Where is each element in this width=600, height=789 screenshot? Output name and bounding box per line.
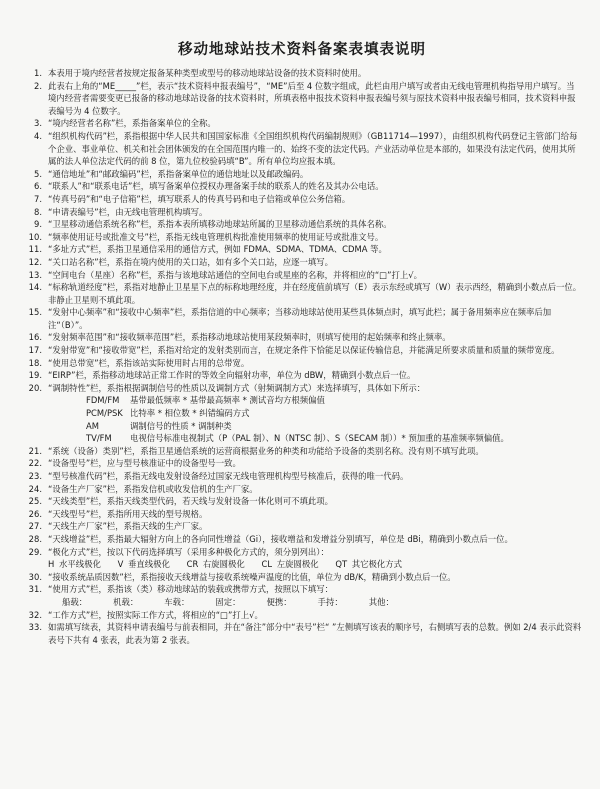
modulation-row <box>48 420 582 433</box>
item-text: “接收系统品质因数”栏，系指接收天线增益与接收系统噪声温度的比值，单位为 dB/K，精确到小数点后一位。 <box>48 571 456 582</box>
instruction-item <box>22 80 582 118</box>
item-text: “极化方式”栏，按以下代码选择填写（采用多种极化方式的，须分别列出）： <box>48 546 329 557</box>
item-text: “发射带宽”和“接收带宽”栏，系指对给定的发射类别而言，在规定条件下恰能足以保证传输信息，并能满足所要求质量和质量的频带宽度。 <box>48 345 560 356</box>
item-number: 32. <box>28 609 42 620</box>
item-text: “型号核准代码”栏，系指无线电发射设备经过国家无线电管理机构型号核准后，获得的唯一代码。 <box>48 471 409 481</box>
item-number: 6. <box>34 181 42 192</box>
instruction-item <box>22 508 582 521</box>
item-number: 8. <box>34 206 42 217</box>
item-number: 4. <box>34 130 42 141</box>
item-number: 33. <box>28 622 42 633</box>
instruction-item <box>22 117 582 130</box>
modulation-code: FDM/FM <box>86 395 120 406</box>
item-number: 3. <box>34 118 42 129</box>
instruction-item <box>22 331 582 344</box>
item-number: 14. <box>28 282 42 293</box>
item-text: “申请表编号”栏，由无线电管理机构填写。 <box>48 206 208 217</box>
usage-option: 固定： <box>215 596 241 607</box>
item-number: 27. <box>28 521 42 532</box>
usage-option: 便携： <box>266 596 292 607</box>
modulation-row <box>48 407 582 420</box>
item-text: “EIRP”栏，系指移动地球站正常工作时的等效全向辐射功率，单位为 dBW，精确到小数点后一位。 <box>48 370 416 381</box>
item-text: “天线型号”栏，系指所用天线的型号规格。 <box>48 508 208 519</box>
item-number: 20. <box>28 382 42 393</box>
instruction-item <box>22 583 582 608</box>
item-text: “通信地址”和“邮政编码”栏，系指备案单位的通信地址以及邮政编码。 <box>48 168 309 179</box>
instruction-item <box>22 256 582 269</box>
instruction-item <box>22 609 582 622</box>
instruction-item <box>22 483 582 496</box>
item-number: 1. <box>34 68 42 78</box>
instruction-item <box>22 344 582 357</box>
item-text: “联系人”和“联系电话”栏，填写备案单位授权办理备案手续的联系人的姓名及其办公电话。 <box>48 181 384 192</box>
modulation-code: PCM/PSK <box>86 408 123 419</box>
instruction-item <box>22 369 582 382</box>
item-text: “组织机构代码”栏，系指根据中华人民共和国国家标准《全国组织机构代码编制规则》（GB11714—1997），由组织机构代码登记主管部门给每个企业、事业单位、机关和社会团体颁发的在全国范围内唯一的、始终不变的法定代码。产业活动单位是本部的，如果没有法定代码，使用其所属的法人单位法定代码的前 8 位，第九位校验码填“B”。所有单位均应报本填。 <box>48 130 578 167</box>
instruction-item <box>22 168 582 181</box>
instruction-item <box>22 231 582 244</box>
item-number: 17. <box>28 345 42 356</box>
item-number: 10. <box>28 231 42 242</box>
modulation-desc: 比特率 * 相位数 * 纠错编码方式 <box>130 408 250 419</box>
item-text: “使用方式”栏，系指该（类）移动地球站的装载或携带方式，按照以下填写： <box>48 584 334 595</box>
item-number: 19. <box>28 370 42 381</box>
instruction-item <box>22 218 582 231</box>
instruction-item <box>22 546 582 571</box>
item-number: 15. <box>28 307 42 318</box>
usage-options <box>48 596 582 609</box>
usage-option: 车载： <box>164 596 190 607</box>
item-number: 31. <box>28 584 42 595</box>
instruction-item <box>22 457 582 470</box>
usage-option: 船载： <box>62 596 88 607</box>
item-text: “空间电台（星座）名称”栏，系指与该地球站通信的空间电台或星座的名称，并将相应的“□”打上√。 <box>48 269 422 280</box>
item-text: “工作方式”栏，按照实际工作方式，将相应的“□”打上√。 <box>48 609 263 620</box>
instruction-item <box>22 470 582 483</box>
instruction-item <box>22 193 582 206</box>
item-text: “卫星移动通信系统名称”栏，系指本表所填移动地球站所属的卫星移动通信系统的具体名称。 <box>48 219 392 230</box>
item-number: 9. <box>34 219 42 230</box>
item-text: “调制特性”栏，系指根据调制信号的性质以及调制方式（射频调制方式）来选择填写，具体如下所示： <box>48 382 426 393</box>
item-text: 如需填写续表，其资料申请表编号与前表相同，并在“备注”部分中“表号”栏“ ”左侧填写该表的顺序号，右侧填写表的总数。例如 2/4 表示此资料表号下共有 4 张表，此表为第 2 张表。 <box>48 622 582 645</box>
usage-option: 手持： <box>317 596 343 607</box>
item-number: 5. <box>34 168 42 179</box>
item-text: “设备生产厂家”栏，系指发信机或收发信机的生产厂家。 <box>48 483 258 494</box>
instruction-item <box>22 495 582 508</box>
modulation-code: AM <box>86 420 99 431</box>
page-title: 移动地球站技术资料备案表填表说明 <box>178 42 426 58</box>
modulation-desc: 电视信号标准电视制式（P（PAL 制）、N（NTSC 制）、S（SECAM 制））* 预加重的基准频率频偏值。 <box>130 433 509 444</box>
item-number: 30. <box>28 571 42 582</box>
item-number: 18. <box>28 357 42 368</box>
item-text: “境内经营者名称”栏，系指备案单位的全称。 <box>48 118 216 129</box>
instruction-list <box>22 67 582 646</box>
instruction-item <box>22 243 582 256</box>
item-number: 24. <box>28 483 42 494</box>
item-number: 11. <box>28 244 42 255</box>
item-text: “发射中心频率”和“接收中心频率”栏，系指信道的中心频率；当移动地球站使用某些具体频点时，填写此栏；属于备用频率应在频率后加注“（B）”。 <box>48 307 552 330</box>
instruction-item <box>22 621 582 646</box>
item-number: 12. <box>28 256 42 267</box>
instruction-item <box>22 306 582 331</box>
item-text: “关口站名称”栏，系指在境内使用的关口站，如有多个关口站，应逐一填写。 <box>48 256 334 267</box>
modulation-code: TV/FM <box>86 433 112 444</box>
instruction-item <box>22 571 582 584</box>
item-text: 此表右上角的“ME_____”栏，表示“技术资料申报表编号”，“ME”后至 4 位数字组成，此栏由用户填写或者由无线电管理机构指导用户填写。当境内经营者需要变更已报备的移动地球站设备的技术资料时，所填表格申报技术资料申报表编号须与原技术资料申报表编号相同，技术资料申报表编号为 4 位数字。 <box>48 80 576 116</box>
modulation-row <box>48 394 582 407</box>
item-number: 2. <box>34 80 42 91</box>
item-text: “系统（设备）类别”栏，系指卫星通信系统的运营商根据业务的种类和功能给予设备的类别名称。没有则不填写此项。 <box>48 445 484 456</box>
instruction-item <box>22 269 582 282</box>
item-number: 21. <box>28 445 42 456</box>
item-text: “天线增益”栏，系指最大辐射方向上的各向同性增益（Gi），接收增益和发增益分别填写，单位是 dBi，精确到小数点后一位。 <box>48 533 513 544</box>
modulation-desc: 基带最低频率 * 基带最高频率 * 测试音均方根频偏值 <box>130 395 325 406</box>
instruction-item <box>22 130 582 168</box>
instruction-item <box>22 533 582 546</box>
item-number: 13. <box>28 269 42 280</box>
usage-option: 其他： <box>368 596 394 607</box>
item-text: “天线生产厂家”栏，系指天线的生产厂家。 <box>48 521 208 532</box>
item-number: 16. <box>28 332 42 343</box>
modulation-desc: 调制信号的性质 * 调制种类 <box>130 420 232 431</box>
item-text: “频率使用证号或批准文号”栏，系指无线电管理机构批准使用频率的使用证号或批准文号。 <box>48 231 384 242</box>
instruction-item <box>22 206 582 219</box>
usage-option: 机载： <box>113 596 139 607</box>
item-number: 7. <box>34 193 42 204</box>
item-text: 本表用于境内经营者按规定报备某种类型或型号的移动地球站设备的技术资料时使用。 <box>48 68 367 78</box>
modulation-row <box>48 432 582 445</box>
instruction-item <box>22 67 582 80</box>
item-text: “使用总带宽”栏，系指该站实际使用时占用的总带宽。 <box>48 357 250 368</box>
item-text: “传真号码”和“电子信箱”栏，填写联系人的传真号码和电子信箱或单位公务信箱。 <box>48 193 351 204</box>
item-text: “多址方式”栏，系指卫星通信采用的通信方式，例如 FDMA、SDMA、TDMA、CDMA 等。 <box>48 244 387 255</box>
instruction-item <box>22 281 582 306</box>
instruction-item <box>22 382 582 445</box>
instruction-item <box>22 445 582 458</box>
item-number: 29. <box>28 546 42 557</box>
item-text: “设备型号”栏，应与型号核准证中的设备型号一致。 <box>48 458 241 469</box>
polarization-codes: H 水平线极化 V 垂直线极化 CR 右旋圆极化 CL 左旋圆极化 QT 其它极化方式 <box>48 559 402 570</box>
instruction-item <box>22 520 582 533</box>
item-text: “标称轨道经度”栏，系指对地静止卫星星下点的标称地理经度，并在经度值前填写（E）表示东经或填写（W）表示西经，精确到小数点后一位。非静止卫星则不填此项。 <box>48 282 582 305</box>
instruction-item <box>22 180 582 193</box>
item-number: 26. <box>28 508 42 519</box>
item-number: 28. <box>28 533 42 544</box>
item-number: 23. <box>28 471 42 481</box>
item-number: 25. <box>28 496 42 507</box>
item-text: “天线类型”栏，系指天线类型代码，若天线与发射设备一体化则可不填此项。 <box>48 496 334 507</box>
instruction-item <box>22 357 582 370</box>
item-text: “发射频率范围”和“接收频率范围”栏，系指移动地球站使用某段频率时，则填写使用的起始频率和终止频率。 <box>48 332 451 343</box>
item-number: 22. <box>28 458 42 469</box>
